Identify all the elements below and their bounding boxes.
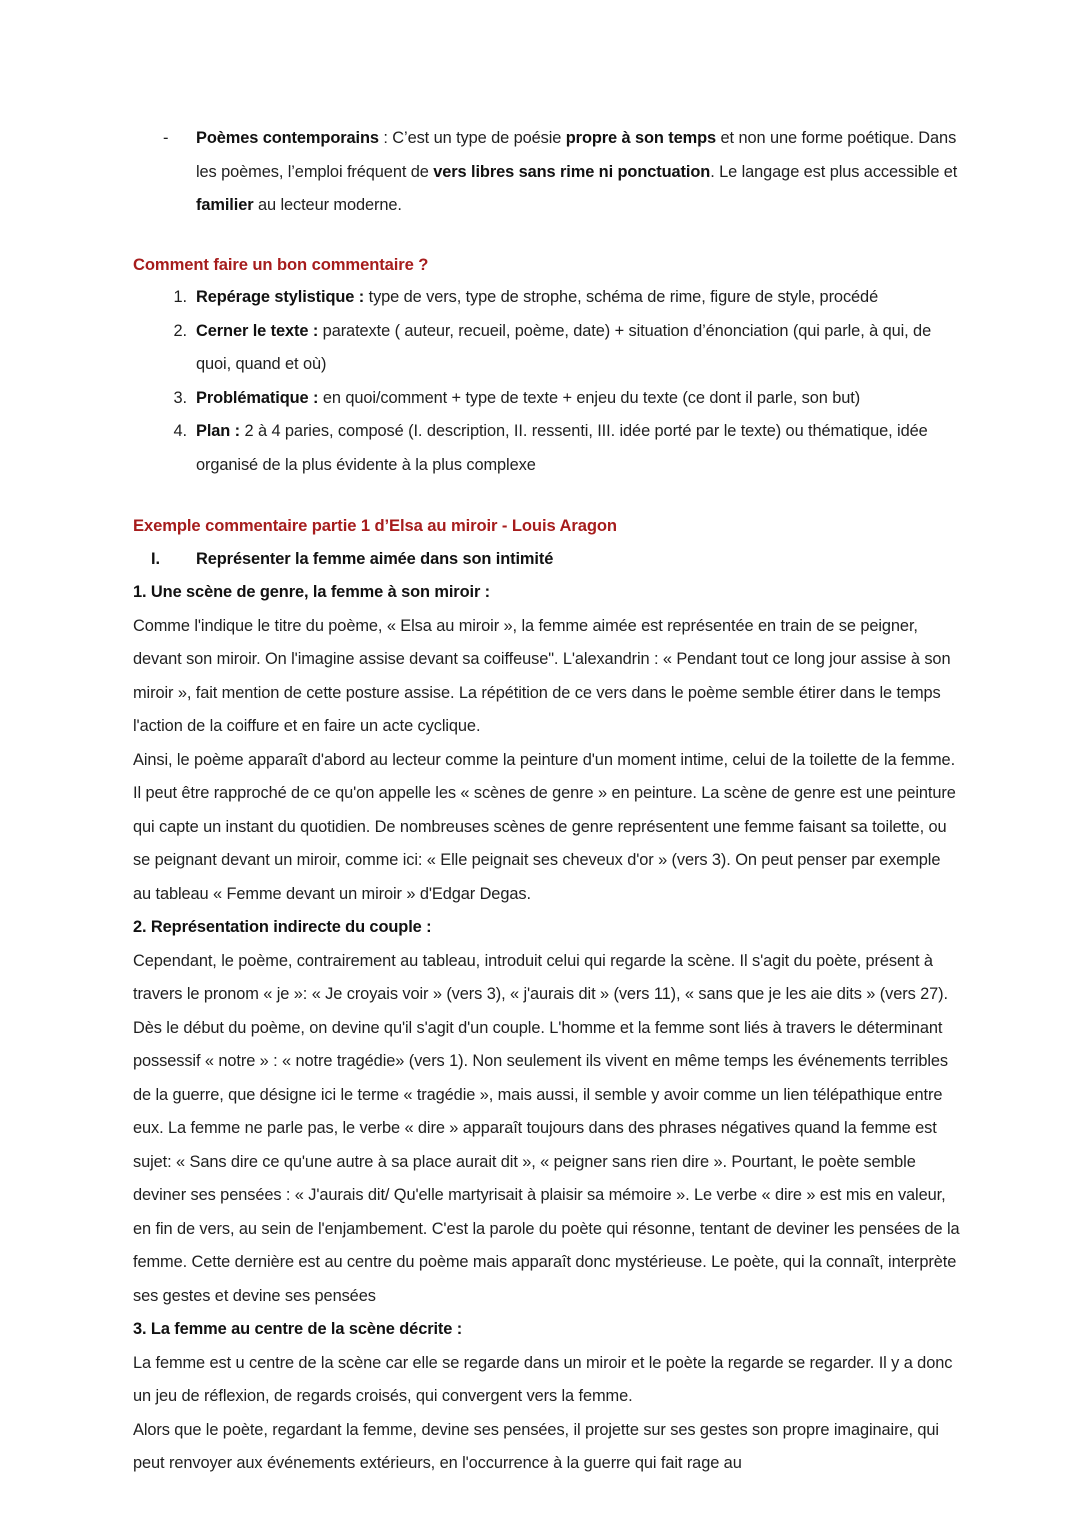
- method-step-1: [133, 281, 962, 315]
- step-separator: :: [354, 288, 369, 306]
- bullet-text-2: et non une forme poétique. Dans les poèmes, l’emploi fréquent de: [196, 129, 957, 181]
- sub3-paragraph-2: Alors que le poète, regardant la femme, devine ses pensées, il projette sur ses gestes son propre imaginaire, qui peut renvoyer aux événements extérieurs, en l'occurrence à la guerre qui fait rage au: [133, 1420, 939, 1472]
- step-lead: Repérage stylistique: [196, 288, 355, 306]
- heading-comment-faire: Comment faire un bon commentaire ?: [133, 254, 429, 274]
- sub1-paragraph-1: Comme l'indique le titre du poème, « Elsa au miroir », la femme aimée est représentée en train de se peigner, devant son miroir. On l'imagine assise devant sa coiffeuse". L'alexandrin : « Pendant tout ce long jour assise à son miroir », fait mention de cette posture assise. La répétition de ce vers dans le poème semble étirer dans le temps l'action de la coiffure et en faire un acte cyclique.: [133, 616, 951, 735]
- step-number: 1.: [173, 288, 187, 306]
- method-step-4: [133, 415, 962, 482]
- step-lead: Problématique: [196, 388, 309, 407]
- subheading-3: 3. La femme au centre de la scène décrite :: [133, 1320, 463, 1338]
- step-lead: Plan: [196, 422, 231, 440]
- step-text: type de vers, type de strophe, schéma de rime, figure de style, procédé: [368, 288, 879, 306]
- roman-numeral: I.: [151, 549, 160, 568]
- bullet-bold-1: propre à son temps: [565, 129, 717, 147]
- bullet-bold-3: familier: [196, 196, 254, 214]
- bullet-poemes-contemporains: [133, 122, 962, 223]
- step-number: 4.: [173, 422, 187, 440]
- method-step-3: [133, 382, 962, 416]
- bullet-bold-2: vers libres sans rime ni ponctuation: [433, 162, 711, 181]
- sub1-paragraph-2: Ainsi, le poème apparaît d'abord au lecteur comme la peinture d'un moment intime, celui de la toilette de la femme. Il peut être rapproché de ce qu'on appelle les « scènes de genre » en peinture. La scène de genre est une peinture qui capte un instant du quotidien. De nombreuses scènes de genre représentent une femme faisant sa toilette, ou se peignant devant un miroir, comme ici: « Elle peignait ses cheveux d'or » (vers 3). On peut penser par exemple au tableau « Femme devant un miroir » d'Edgar Degas.: [133, 750, 956, 903]
- bullet-paragraph: [196, 122, 962, 223]
- sub2-paragraph-1: Cependant, le poème, contrairement au tableau, introduit celui qui regarde la scène. Il s'agit du poète, présent à travers le pronom « je »: « Je croyais voir » (vers 3), « j'aurais dit » (vers 11), « sans que je les aie dits » (vers 27).: [133, 951, 948, 1003]
- document-body: [133, 122, 962, 1481]
- bullet-text-4: au lecteur moderne.: [253, 196, 402, 214]
- subheading-1: 1. Une scène de genre, la femme à son miroir :: [133, 583, 491, 601]
- dash-bullet-marker: -: [163, 129, 169, 147]
- bullet-text-3: . Le langage est plus accessible et: [710, 162, 958, 181]
- step-number: 2.: [173, 321, 187, 340]
- step-separator: :: [230, 422, 245, 440]
- sub3-paragraph-1: La femme est u centre de la scène car elle se regarde dans un miroir et le poète la regarde se regarder. Il y a donc un jeu de réflexion, de regards croisés, qui convergent vers la femme.: [133, 1353, 953, 1405]
- step-separator: :: [308, 388, 323, 407]
- subheading-2: 2. Représentation indirecte du couple :: [133, 918, 432, 936]
- heading-roman-i: [133, 543, 962, 577]
- step-text: en quoi/comment + type de texte + enjeu du texte (ce dont il parle, son but): [322, 388, 861, 407]
- bullet-separator: :: [378, 129, 393, 147]
- step-number: 3.: [173, 388, 187, 407]
- sub2-paragraph-2: Dès le début du poème, on devine qu'il s'agit d'un couple. L'homme et la femme sont liés à travers le déterminant possessif « notre » : « notre tragédie» (vers 1). Non seulement ils vivent en même temps les événements terribles de la guerre, que désigne ici le terme « tragédie », mais aussi, il semble y avoir comme un lien télépathique entre eux. La femme ne parle pas, le verbe « dire » apparaît toujours dans des phrases négatives quand la femme est sujet: « Sans dire ce qu'une autre à sa place aurait dit », « peigner sans rien dire ». Pourtant, le poète semble deviner ses pensées : « J'aurais dit/ Qu'elle martyrisait à plaisir sa mémoire ». Le verbe « dire » est mis en valeur, en fin de vers, au sein de l'enjambement. C'est la parole du poète qui résonne, tentant de deviner les pensées de la femme. Cette dernière est au centre du poème mais apparaît donc mystérieuse. Le poète, qui la connaît, interprète ses gestes et devine ses pensées: [133, 1018, 960, 1305]
- bullet-text-1: C’est un type de poésie: [392, 129, 566, 147]
- method-steps-list: [133, 281, 962, 482]
- step-lead: Cerner le texte: [196, 321, 309, 340]
- method-step-2: [133, 315, 962, 382]
- step-text: 2 à 4 paries, composé (I. description, II. ressenti, III. idée porté par le texte) ou thématique, idée organisé de la plus évidente à la plus complexe: [196, 422, 928, 474]
- step-separator: :: [308, 321, 323, 340]
- bullet-lead-term: Poèmes contemporains: [196, 129, 379, 147]
- step-text: paratexte ( auteur, recueil, poème, date) + situation d’énonciation (qui parle, à qui, de quoi, quand et où): [196, 321, 932, 373]
- roman-title: Représenter la femme aimée dans son intimité: [196, 549, 554, 568]
- heading-exemple-commentaire: Exemple commentaire partie 1 d’Elsa au miroir - Louis Aragon: [133, 516, 617, 535]
